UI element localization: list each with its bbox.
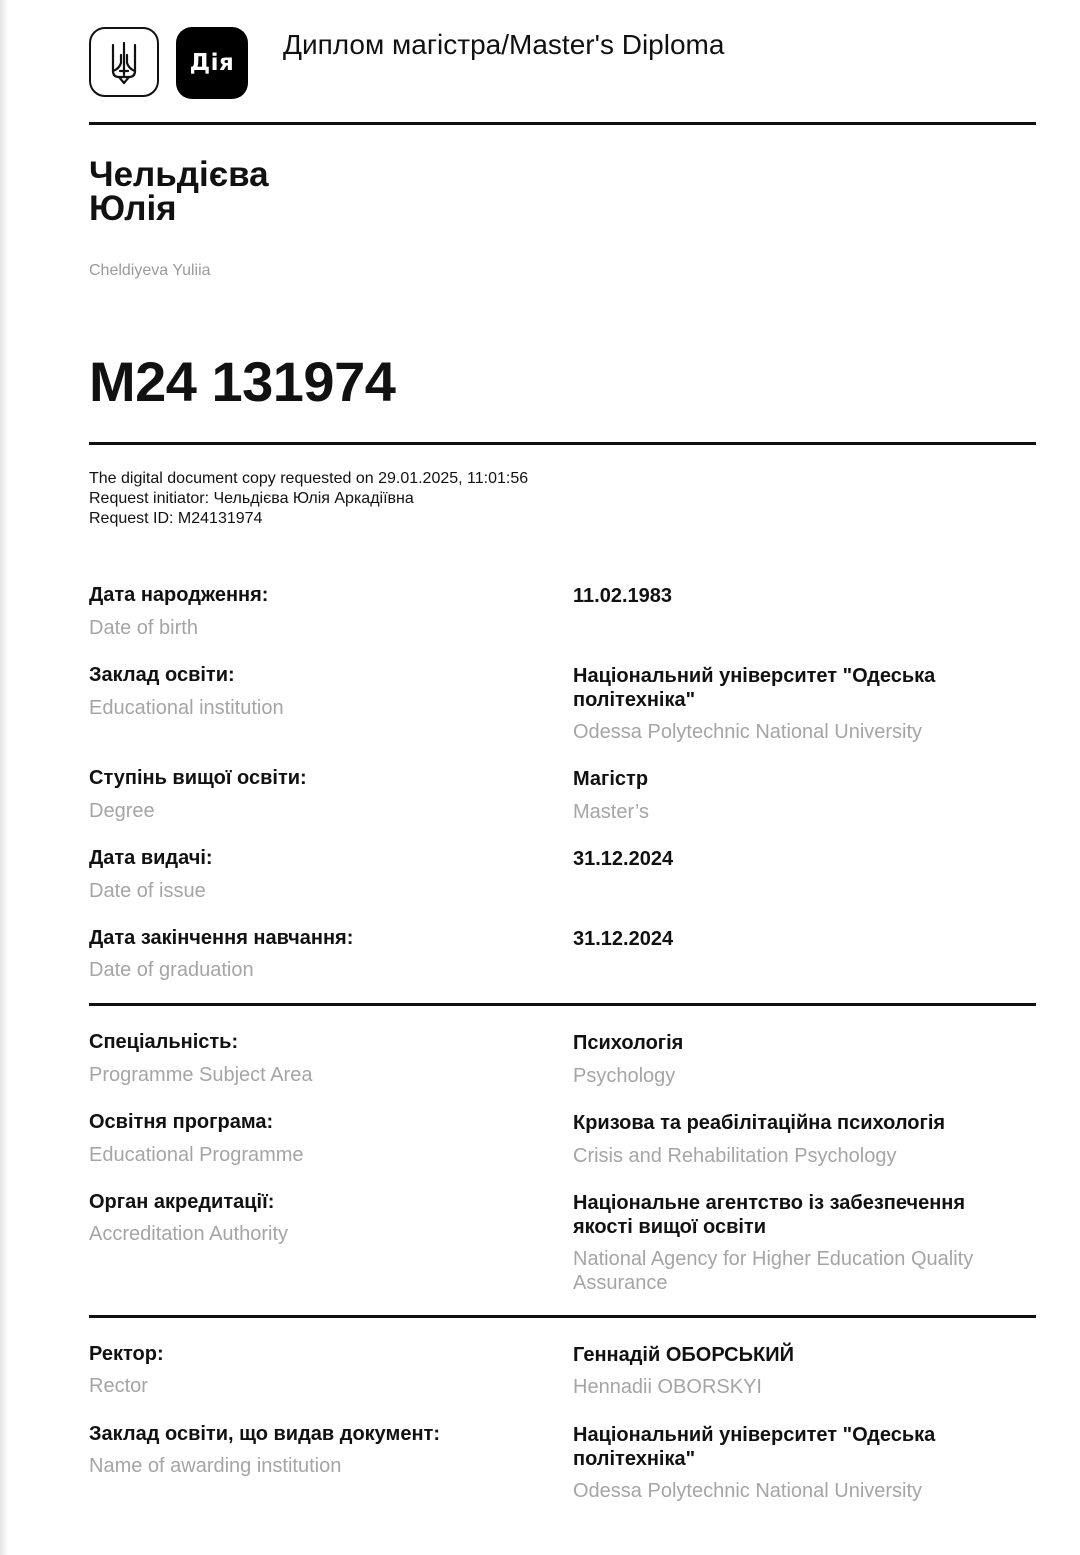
institution-label-en: Educational institution [89, 697, 284, 719]
request-id: Request ID: M24131974 [89, 510, 263, 527]
holder-given-name: Юлія [89, 189, 177, 228]
institution-value-en: Odessa Polytechnic National University [573, 721, 923, 743]
programme-label: Освітня програма: [89, 1111, 274, 1133]
birth-value: 11.02.1983 [573, 585, 672, 607]
holder-latin-name: Cheldiyeva Yuliia [89, 262, 211, 279]
awarding-institution-label-en: Name of awarding institution [89, 1455, 342, 1477]
issue-date-label: Дата видачі: [89, 847, 213, 869]
divider [89, 1315, 1036, 1318]
page-edge-shadow [0, 0, 8, 1555]
accreditation-value: Національне агентство із забезпечення якості вищої освіти [573, 1192, 966, 1238]
holder-name [89, 155, 269, 228]
diia-logo [176, 27, 248, 99]
issue-date-value: 31.12.2024 [573, 848, 674, 870]
diia-logo-text: Дія [189, 50, 235, 76]
graduation-date-label: Дата закінчення навчання: [89, 927, 354, 949]
programme-value-en: Crisis and Rehabilitation Psychology [573, 1145, 897, 1167]
specialty-value-en: Psychology [573, 1065, 676, 1087]
degree-value: Магістр [573, 768, 649, 790]
request-date: The digital document copy requested on 29.01.2025, 11:01:56 [89, 470, 529, 487]
birth-label: Дата народження: [89, 584, 269, 606]
divider [89, 442, 1036, 445]
graduation-date-value: 31.12.2024 [573, 928, 674, 950]
institution-label: Заклад освіти: [89, 664, 235, 686]
birth-label-en: Date of birth [89, 617, 198, 639]
rector-label-en: Rector [89, 1375, 148, 1397]
request-info [89, 469, 528, 529]
degree-value-en: Master’s [573, 801, 649, 823]
programme-value: Кризова та реабілітаційна психологія [573, 1112, 946, 1134]
specialty-label: Спеціальність: [89, 1031, 239, 1053]
awarding-institution-value-en: Odessa Polytechnic National University [573, 1480, 923, 1502]
programme-label-en: Educational Programme [89, 1144, 304, 1166]
divider [89, 1003, 1036, 1006]
divider [89, 122, 1036, 125]
accreditation-value-en: National Agency for Higher Education Quality Assurance [573, 1248, 974, 1294]
document-header [89, 27, 1036, 101]
rector-value-en: Hennadii OBORSKYI [573, 1376, 762, 1398]
awarding-institution-label: Заклад освіти, що видав документ: [89, 1423, 440, 1445]
awarding-institution-value: Національний університет "Одеська політехніка" [573, 1424, 936, 1470]
institution-value: Національний університет "Одеська політехніка" [573, 665, 936, 711]
specialty-label-en: Programme Subject Area [89, 1064, 313, 1086]
state-emblem-logo [89, 27, 159, 97]
specialty-value: Психологія [573, 1032, 684, 1054]
degree-label-en: Degree [89, 800, 155, 822]
accreditation-label: Орган акредитації: [89, 1191, 275, 1213]
trident-icon [110, 41, 138, 85]
document-title: Диплом магістра/Master's Diploma [283, 29, 725, 60]
degree-label: Ступінь вищої освіти: [89, 767, 307, 789]
rector-value: Геннадій ОБОРСЬКИЙ [573, 1344, 794, 1366]
issue-date-label-en: Date of issue [89, 880, 206, 902]
holder-surname: Чельдієва [89, 155, 269, 194]
accreditation-label-en: Accreditation Authority [89, 1223, 288, 1245]
rector-label: Ректор: [89, 1343, 164, 1365]
request-initiator: Request initiator: Чельдієва Юлія Аркадіївна [89, 490, 414, 507]
document-number: M24 131974 [89, 350, 396, 413]
graduation-date-label-en: Date of graduation [89, 959, 254, 981]
